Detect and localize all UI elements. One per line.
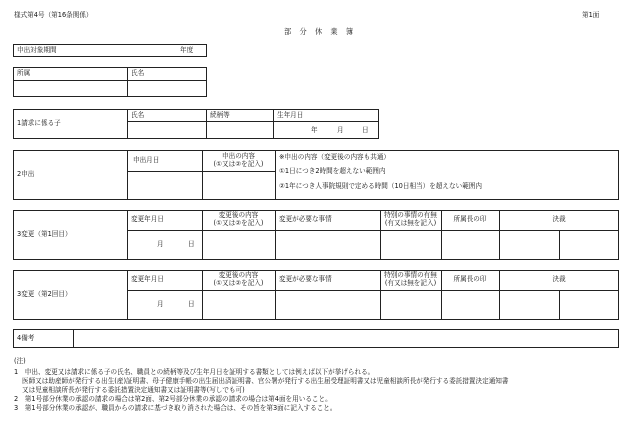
child-label: 1請求に係る子 xyxy=(17,119,61,127)
affiliation-box xyxy=(13,67,207,97)
child-col-a xyxy=(127,109,128,139)
change2-proof-label: 特別の事情の有無 xyxy=(384,271,437,279)
change1-reason-label: 変更が必要な事情 xyxy=(279,215,332,223)
note-2: 2 第1号部分休業の承認の請求の場合は第2面、第2号部分休業の承認の請求の場合は第4面を用いること。 xyxy=(14,395,332,403)
affiliation-name-label: 氏名 xyxy=(131,69,145,77)
change2-col-c xyxy=(275,270,276,320)
change2-date-label: 変更年月日 xyxy=(131,275,164,283)
period-label: 申出対象期間 xyxy=(17,46,57,54)
change1-content-sublabel: (①又は②を記入) xyxy=(213,219,264,227)
form-number: 様式第4号（第16条関係） xyxy=(14,11,93,19)
notes-header: (注) xyxy=(14,357,26,365)
change1-proof-sublabel: (有又は無を記入) xyxy=(384,219,437,227)
request-row-divider xyxy=(127,171,275,172)
change1-decision-label: 決裁 xyxy=(552,215,566,223)
change2-month-unit: 月 xyxy=(157,300,164,308)
change1-col-a xyxy=(127,210,128,260)
child-row-divider xyxy=(127,121,379,122)
change2-col-g xyxy=(559,290,560,320)
change1-row-divider xyxy=(127,230,619,231)
birth-month-unit: 月 xyxy=(337,126,344,134)
birth-day-unit: 日 xyxy=(362,126,369,134)
affiliation-dept-label: 所属 xyxy=(17,69,31,77)
child-relation-label: 続柄等 xyxy=(210,111,230,119)
request-content-label: 申出の内容 xyxy=(222,152,255,160)
change2-day-unit: 日 xyxy=(188,300,195,308)
affiliation-divider xyxy=(13,80,207,81)
request-col-a xyxy=(127,150,128,200)
child-birth-label: 生年月日 xyxy=(277,111,304,119)
change1-content-label: 変更後の内容 xyxy=(218,211,259,219)
change2-decision-label: 決裁 xyxy=(552,275,566,283)
note-1-continued-2: 又は児童相談所長が発行する委託措置決定通知書又は証明書等(写しでも可) xyxy=(22,386,245,394)
request-date-label: 申出月日 xyxy=(133,156,160,164)
change1-label: 3変更（第1回目） xyxy=(17,230,72,238)
note-1-continued: 医師又は助産師が発行する出生(産)証明書、母子健康手帳の出生届出済証明書、官公署が発行する出生届受理証明書又は児童相談所長が発行する委託措置決定通知書 xyxy=(22,377,509,385)
child-box xyxy=(13,109,379,139)
change1-day-unit: 日 xyxy=(188,240,195,248)
change1-col-g xyxy=(559,230,560,260)
remarks-label: 4備考 xyxy=(17,334,35,342)
child-name-label: 氏名 xyxy=(131,111,145,119)
change2-content-sublabel: (①又は②を記入) xyxy=(213,279,264,287)
change2-content-label: 変更後の内容 xyxy=(218,271,259,279)
change1-proof-label: 特別の事情の有無 xyxy=(384,211,437,219)
request-col-c xyxy=(275,150,276,200)
change1-seal-label: 所属長の印 xyxy=(453,215,487,223)
child-col-c xyxy=(273,109,274,139)
child-col-b xyxy=(206,109,207,139)
note-1: 1 申出、変更又は請求に係る子の氏名、職員との続柄等及び生年月日を証明する書類としては例えば以下が挙げられる。 xyxy=(14,368,375,376)
change2-row-divider xyxy=(127,290,619,291)
change1-col-c xyxy=(275,210,276,260)
request-content-sublabel: (①又は②を記入) xyxy=(213,160,264,168)
change2-seal-label: 所属長の印 xyxy=(453,275,487,283)
change2-reason-label: 変更が必要な事情 xyxy=(279,275,332,283)
page-label: 第1面 xyxy=(582,11,600,19)
request-label: 2申出 xyxy=(17,170,35,178)
change1-month-unit: 月 xyxy=(157,240,164,248)
form-title: 部 分 休 業 簿 xyxy=(284,27,357,36)
change2-label: 3変更（第2回目） xyxy=(17,290,72,298)
change2-col-a xyxy=(127,270,128,320)
change2-proof-sublabel: (有又は無を記入) xyxy=(384,279,437,287)
remarks-box xyxy=(13,329,619,348)
affiliation-col-divider xyxy=(127,67,128,97)
period-year-suffix: 年度 xyxy=(180,46,194,54)
request-option-2: ②1年につき人事院規則で定める時間（10日相当）を超えない範囲内 xyxy=(279,182,482,190)
birth-year-unit: 年 xyxy=(311,126,318,134)
remarks-divider xyxy=(73,329,74,348)
request-option-1: ①1日につき2時間を超えない範囲内 xyxy=(279,167,386,175)
change1-date-label: 変更年月日 xyxy=(131,215,164,223)
note-3: 3 第1号部分休業の承認が、職員からの請求に基づき取り消された場合は、その旨を第3面に記入すること。 xyxy=(14,404,337,412)
request-note-header: ※申出の内容（変更後の内容も共通） xyxy=(279,153,391,161)
